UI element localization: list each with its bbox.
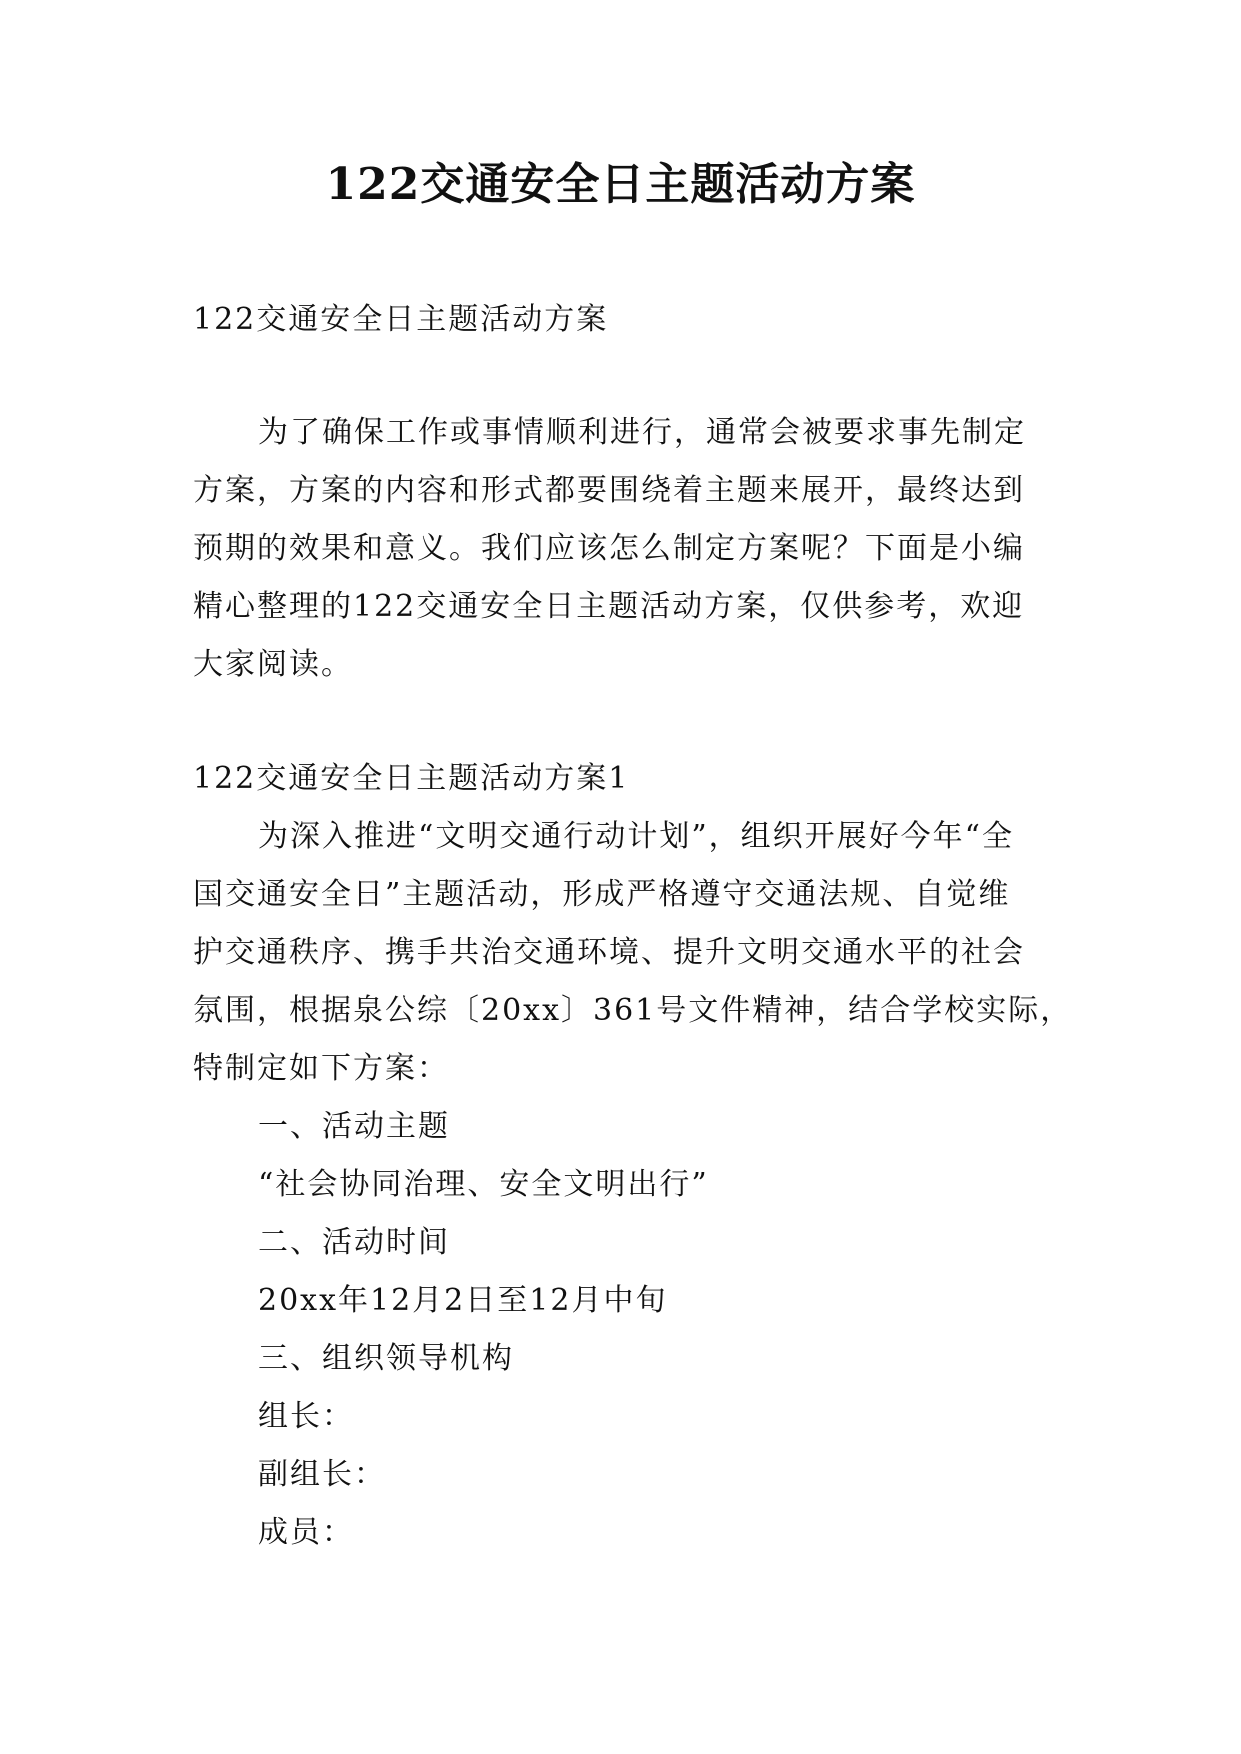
document-subtitle: 122交通安全日主题活动方案 — [193, 302, 609, 337]
item-theme-text: “社会协同治理、安全文明出行” — [258, 1167, 709, 1202]
intro-line: 精心整理的122交通安全日主题活动方案，仅供参考，欢迎 — [193, 589, 1025, 624]
section-line: 氛围，根据泉公综〔20xx〕361号文件精神，结合学校实际， — [193, 993, 1073, 1028]
item-deputy-leader: 副组长： — [258, 1457, 386, 1492]
intro-line: 方案，方案的内容和形式都要围绕着主题来展开，最终达到 — [193, 473, 1025, 508]
section-line: 国交通安全日”主题活动，形成严格遵守交通法规、自觉维 — [193, 877, 1011, 912]
section-line: 特制定如下方案： — [193, 1051, 449, 1086]
item-heading-theme: 一、活动主题 — [258, 1109, 450, 1144]
item-heading-time: 二、活动时间 — [258, 1225, 450, 1260]
intro-line: 大家阅读。 — [193, 647, 353, 682]
item-members: 成员： — [258, 1515, 354, 1550]
item-team-leader: 组长： — [258, 1399, 354, 1434]
intro-line: 为了确保工作或事情顺利进行，通常会被要求事先制定 — [258, 415, 1026, 450]
section-line: 护交通秩序、携手共治交通环境、提升文明交通水平的社会 — [193, 935, 1025, 970]
item-heading-organization: 三、组织领导机构 — [258, 1341, 514, 1376]
section-heading: 122交通安全日主题活动方案1 — [193, 761, 630, 796]
item-time-text: 20xx年12月2日至12月中旬 — [258, 1283, 668, 1318]
intro-line: 预期的效果和意义。我们应该怎么制定方案呢？下面是小编 — [193, 531, 1025, 566]
document-title: 122交通安全日主题活动方案 — [325, 159, 916, 210]
section-line: 为深入推进“文明交通行动计划”，组织开展好今年“全 — [258, 819, 1015, 854]
